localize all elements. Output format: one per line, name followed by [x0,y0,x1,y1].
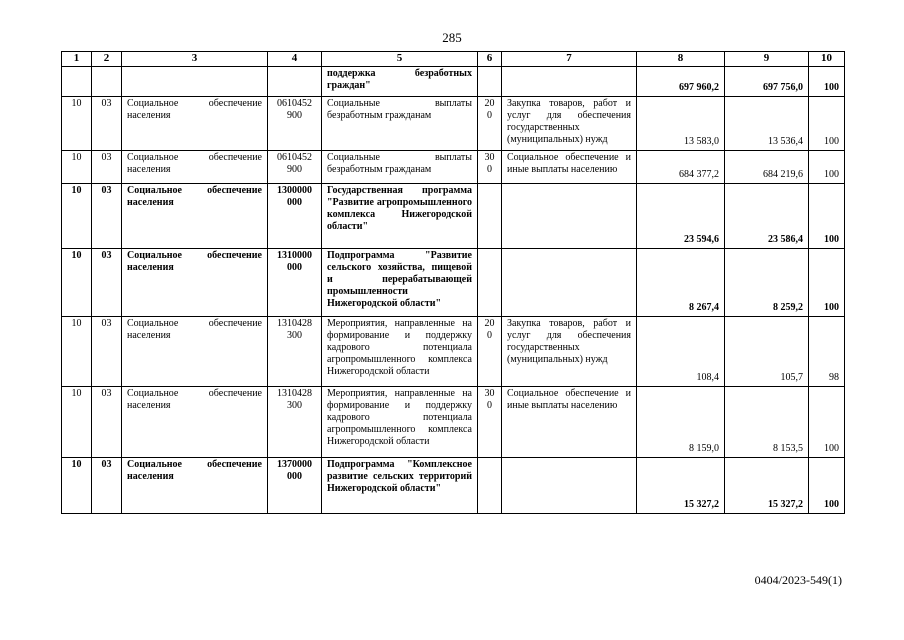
cell-section: 10 [62,249,92,317]
column-header-8: 8 [637,52,725,67]
cell-section: 10 [62,184,92,249]
cell-section-name: Социальное обеспечение населения [122,151,268,184]
cell-section-name [122,67,268,97]
cell-approved-amount: 15 327,2 [637,458,725,514]
column-header-1: 1 [62,52,92,67]
cell-article-name: Мероприятия, направленные на формирование и поддержку кадрового потенциала агропромышленного комплекса Нижегородской области [322,317,478,387]
table-row [62,67,845,97]
cell-expense-type [478,184,502,249]
cell-expense-type-name: Закупка товаров, работ и услуг для обеспечения государственных (муниципальных) нужд [502,317,637,387]
cell-executed-amount: 8 153,5 [725,387,809,458]
cell-executed-amount: 13 536,4 [725,97,809,151]
cell-approved-amount: 684 377,2 [637,151,725,184]
cell-expense-type-name [502,67,637,97]
column-header-5: 5 [322,52,478,67]
cell-target-article: 1370000 000 [268,458,322,514]
cell-section-name: Социальное обеспечение населения [122,458,268,514]
cell-expense-type-name [502,184,637,249]
cell-expense-type-name: Социальное обеспечение и иные выплаты населению [502,151,637,184]
column-header-10: 10 [809,52,845,67]
cell-executed-amount: 15 327,2 [725,458,809,514]
column-header-6: 6 [478,52,502,67]
table-row [62,97,845,151]
cell-executed-amount: 697 756,0 [725,67,809,97]
cell-approved-amount: 108,4 [637,317,725,387]
cell-expense-type-name: Закупка товаров, работ и услуг для обеспечения государственных (муниципальных) нужд [502,97,637,151]
table-row [62,387,845,458]
cell-target-article: 1310428 300 [268,317,322,387]
column-header-3: 3 [122,52,268,67]
cell-section-name: Социальное обеспечение населения [122,317,268,387]
cell-section: 10 [62,97,92,151]
cell-target-article: 1300000 000 [268,184,322,249]
cell-expense-type-name [502,458,637,514]
cell-article-name: Подпрограмма "Комплексное развитие сельских территорий Нижегородской области" [322,458,478,514]
header-row [62,52,845,67]
cell-expense-type [478,458,502,514]
cell-executed-amount: 105,7 [725,317,809,387]
cell-subsection: 03 [92,249,122,317]
table-row [62,249,845,317]
cell-expense-type: 300 [478,151,502,184]
cell-expense-type: 300 [478,387,502,458]
cell-subsection: 03 [92,184,122,249]
column-header-7: 7 [502,52,637,67]
document-code: 0404/2023-549(1) [754,573,842,587]
table-row [62,317,845,387]
cell-expense-type [478,249,502,317]
cell-section-name: Социальное обеспечение населения [122,387,268,458]
cell-expense-type: 200 [478,317,502,387]
cell-target-article: 0610452 900 [268,97,322,151]
cell-section-name: Социальное обеспечение населения [122,184,268,249]
column-header-2: 2 [92,52,122,67]
cell-approved-amount: 23 594,6 [637,184,725,249]
column-header-9: 9 [725,52,809,67]
table-row [62,151,845,184]
cell-execution-percent: 100 [809,151,845,184]
cell-target-article: 1310428 300 [268,387,322,458]
cell-execution-percent: 100 [809,387,845,458]
table-row [62,184,845,249]
cell-execution-percent: 100 [809,97,845,151]
cell-executed-amount: 8 259,2 [725,249,809,317]
cell-execution-percent: 100 [809,184,845,249]
cell-subsection: 03 [92,317,122,387]
cell-article-name: Государственная программа "Развитие агропромышленного комплекса Нижегородской области" [322,184,478,249]
cell-execution-percent: 100 [809,67,845,97]
cell-article-name: поддержка безработных граждан" [322,67,478,97]
cell-subsection: 03 [92,387,122,458]
cell-target-article: 0610452 900 [268,151,322,184]
cell-executed-amount: 23 586,4 [725,184,809,249]
cell-section: 10 [62,317,92,387]
cell-expense-type-name [502,249,637,317]
cell-subsection: 03 [92,97,122,151]
cell-article-name: Социальные выплаты безработным гражданам [322,151,478,184]
cell-article-name: Подпрограмма "Развитие сельского хозяйства, пищевой и перерабатывающей промышленности Нижегородской области" [322,249,478,317]
cell-subsection: 03 [92,458,122,514]
cell-expense-type: 200 [478,97,502,151]
cell-section: 10 [62,458,92,514]
table-body [62,67,845,514]
cell-execution-percent: 98 [809,317,845,387]
cell-approved-amount: 697 960,2 [637,67,725,97]
cell-approved-amount: 8 159,0 [637,387,725,458]
cell-subsection [92,67,122,97]
cell-article-name: Мероприятия, направленные на формирование и поддержку кадрового потенциала агропромышленного комплекса Нижегородской области [322,387,478,458]
page-number: 285 [442,30,462,45]
cell-executed-amount: 684 219,6 [725,151,809,184]
cell-expense-type [478,67,502,97]
cell-section: 10 [62,151,92,184]
cell-section-name: Социальное обеспечение населения [122,97,268,151]
cell-section [62,67,92,97]
cell-execution-percent: 100 [809,249,845,317]
cell-section: 10 [62,387,92,458]
cell-section-name: Социальное обеспечение населения [122,249,268,317]
cell-target-article: 1310000 000 [268,249,322,317]
cell-subsection: 03 [92,151,122,184]
table-row [62,458,845,514]
cell-approved-amount: 13 583,0 [637,97,725,151]
cell-article-name: Социальные выплаты безработным гражданам [322,97,478,151]
cell-approved-amount: 8 267,4 [637,249,725,317]
cell-target-article [268,67,322,97]
column-header-4: 4 [268,52,322,67]
cell-execution-percent: 100 [809,458,845,514]
budget-table [61,51,845,514]
cell-expense-type-name: Социальное обеспечение и иные выплаты населению [502,387,637,458]
